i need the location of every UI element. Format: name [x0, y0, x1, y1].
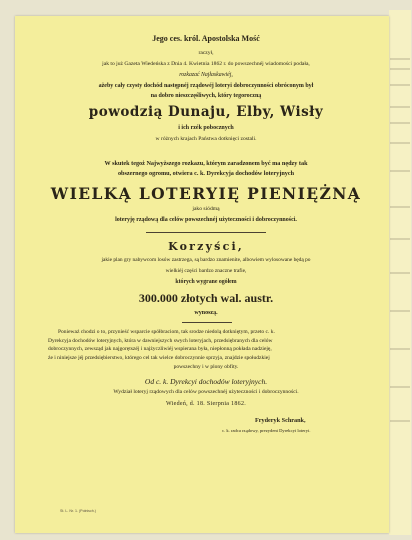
- body-line-3: dobroczynnych, zewsząd jak najgorętszéj i najżyczliwiéj wspierana była, niepłonną pokłada nadzieję,: [48, 346, 272, 353]
- signer-name: Fryderyk Schrank,: [255, 417, 306, 424]
- body-line-4: że i niniejsze jéj przedsiębierstwo, którego cel tak wielce dobroczynnie sprzyja, znajdzie społudzkiej: [48, 355, 270, 362]
- korzysci-line-3: których wygrane ogółem: [175, 279, 237, 285]
- prize-amount: 300.000 złotych wal. austr.: [138, 291, 274, 305]
- korzysci-line-2: wielkiéj części bardzo znaczne trafie,: [165, 268, 247, 274]
- body-line-5: powszechny i w plony obfity.: [173, 363, 239, 370]
- mid-line-3: jako siódmą: [192, 206, 220, 212]
- header-line-1: raczył,: [198, 50, 214, 56]
- divider-1: [146, 232, 266, 233]
- print-code: St. L. Nr. 1. (Polnisch.): [60, 509, 96, 513]
- adjacent-sheet-edge: [389, 10, 411, 535]
- header-line-2: jak to już Gazeta Wiedeńska z Dnia 4. Kwietnia 1862 r. do powszechnéj wiadomości podała,: [102, 61, 310, 67]
- header-line-6: i ich rzék pobocznych: [178, 125, 234, 131]
- footer-line-1: Wydział loteryj rządowych dla celów powszechnéj użyteczności i dobroczynności.: [113, 389, 299, 395]
- header-line-3: rozkazać Najłaskawiéj,: [179, 72, 233, 78]
- mid-line-2: obszernego ogromu, otwiera c. k. Dyrekcyja dochodów loteryjnych: [117, 170, 295, 177]
- korzysci-heading: Korzyści,: [168, 240, 244, 253]
- decree-title: Jego ces. król. Apostolska Mość: [152, 34, 260, 43]
- header-line-5: na dobro nieszczęśliwych, który tegoroczną: [150, 93, 262, 99]
- mid-line-4: loteryję rządową dla celów powszechnéj użyteczności i dobroczynności.: [115, 217, 297, 223]
- poster-text: [42, 30, 370, 510]
- footer-script-line: Od c. k. Dyrekcyi dochodów loteryjnych.: [144, 377, 268, 386]
- body-line-1: Ponieważ chodzi o to, przynieść wsparcie spółbraciom, tak srodze niedolą dotkniętym, przeto c. k.: [58, 329, 275, 335]
- place-date: Wiedeń, d. 18. Sierpnia 1862.: [165, 401, 247, 407]
- signer-title: c. k. radca rządowy, prezydent Dyrekcyi loteryi.: [222, 428, 311, 433]
- korzysci-line-1: jakie plan gry nabywcom losów zastrzega, są bardzo znamienite, albowiem wylosowane będą po: [101, 257, 311, 263]
- mid-line-1: W skutek tegoż Najwyższego rozkazu, którym zaradzonem być ma nędzy tak: [104, 160, 308, 167]
- body-line-2: Dyrekcyja dochodów loteryjnych, która w dawniejszych swych loteryjach, przedsiębranych dla celów: [48, 337, 273, 344]
- header-line-7: w różnych krajach Państwa dotknięci zostali.: [155, 136, 257, 142]
- body-paragraph: [48, 328, 364, 372]
- divider-2: [182, 322, 232, 323]
- lottery-title: WIELKĄ LOTERYIĘ PIENIĘŻNĄ: [50, 184, 362, 203]
- korzysci-wynosza: wynoszą.: [194, 310, 218, 316]
- header-line-4: ażeby cały czysty dochód następnéj rządowéj loteryi dobroczynności obróconym był: [98, 83, 314, 89]
- flood-headline: powodzią Dunaju, Elby, Wisły: [88, 104, 324, 120]
